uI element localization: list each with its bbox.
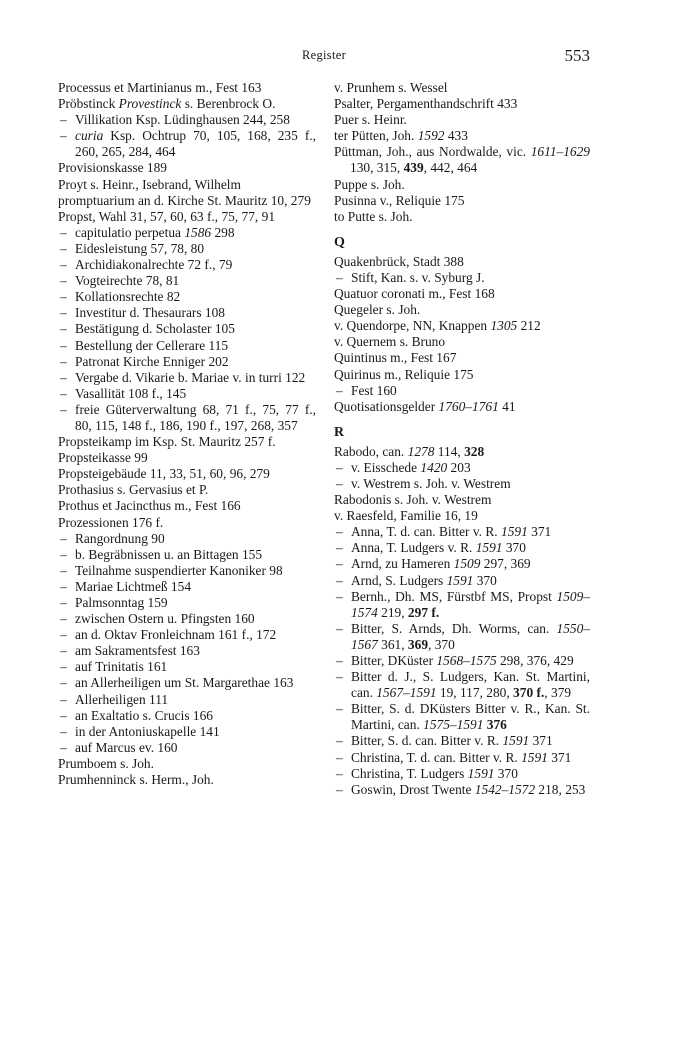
index-subentry — [334, 573, 590, 589]
index-column-right — [334, 80, 590, 798]
index-entry — [334, 128, 590, 144]
index-subentry — [58, 611, 316, 627]
index-entry — [58, 466, 316, 482]
italic-text: Provestinck — [118, 96, 182, 112]
entry-text: Prumhenninck s. Herm., Joh. — [58, 772, 214, 788]
entry-text: 371 — [529, 733, 553, 749]
entry-text: in der Antoniuskapelle 141 — [75, 723, 220, 739]
index-entry — [58, 209, 316, 225]
entry-text: 41 — [498, 398, 516, 414]
entry-text: Prumboem s. Joh. — [58, 755, 154, 771]
entry-text: 19, 117, 280, — [436, 685, 514, 701]
entry-text: Arnd, S. Ludgers — [351, 572, 447, 588]
bold-reference: 369 — [407, 636, 429, 652]
entry-text: ter Pütten, Joh. — [334, 128, 418, 144]
entry-text: Vogteirechte 78, 81 — [75, 273, 180, 289]
entry-text: Rabodonis s. Joh. v. Westrem — [334, 492, 492, 508]
entry-text: , 442, 464 — [423, 160, 478, 176]
index-subentry — [58, 225, 316, 241]
italic-text: curia — [75, 128, 104, 144]
index-entry — [334, 318, 590, 334]
entry-text: Christina, T. Ludgers — [351, 765, 468, 781]
index-entry — [58, 193, 316, 209]
index-entry — [58, 96, 316, 112]
entry-text: Goswin, Drost Twente — [351, 781, 475, 797]
index-subentry — [334, 669, 590, 701]
entry-text: Provisionskasse 189 — [58, 160, 167, 176]
entry-text: Kollationsrechte 82 — [75, 289, 181, 305]
entry-text: Bernh., Dh. MS, Fürstbf MS, Propst — [351, 588, 557, 604]
index-entry — [334, 177, 590, 193]
entry-text: Bitter, S. d. DKüsters Bitter v. R., Kan. St. Martini, can. — [351, 701, 590, 733]
index-entry — [58, 756, 316, 772]
index-subentry — [58, 289, 316, 305]
index-subentry — [334, 621, 590, 653]
italic-text: 1591 — [475, 540, 503, 556]
italic-text: 1568–1575 — [436, 653, 497, 668]
entry-text: freie Güterverwaltung 68, 71 f., 75, 77 f., 80, 115, 148 f., 186, 190 f., 197, 268, 357 — [75, 401, 316, 433]
italic-text: 1591 — [467, 765, 495, 781]
italic-text: 1591 — [502, 733, 530, 749]
entry-text: Bestätigung d. Scholaster 105 — [75, 321, 235, 337]
index-subentry — [58, 740, 316, 756]
entry-text: Puppe s. Joh. — [334, 176, 405, 192]
italic-text: 1591 — [446, 572, 474, 588]
entry-text: Investitur d. Thesaurars 108 — [75, 305, 225, 321]
index-subentry — [334, 383, 590, 399]
italic-text: 1278 — [407, 443, 435, 459]
entry-text: Quintinus m., Fest 167 — [334, 350, 457, 366]
italic-text: 1509 — [453, 556, 481, 572]
entry-text: v. Quendorpe, NN, Knappen — [334, 318, 491, 334]
entry-text: 361, — [377, 636, 408, 652]
entry-text: Vergabe d. Vikarie b. Mariae v. in turri 122 — [75, 369, 306, 385]
index-subentry — [334, 653, 590, 669]
entry-text: zwischen Ostern u. Pfingsten 160 — [75, 611, 255, 627]
index-subentry — [58, 659, 316, 675]
bold-reference: 328 — [464, 443, 485, 459]
index-entry — [334, 193, 590, 209]
entry-text: Bitter, DKüster — [351, 653, 437, 668]
index-subentry — [58, 241, 316, 257]
entry-text: 212 — [517, 318, 541, 334]
entry-text: 130, 315, — [350, 160, 404, 176]
index-subentry — [58, 128, 316, 160]
section-letter: R — [334, 424, 345, 440]
index-entry — [334, 492, 590, 508]
bold-reference: 370 f. — [513, 685, 545, 701]
index-subentry — [334, 524, 590, 540]
index-subentry — [334, 540, 590, 556]
entry-text: Allerheiligen 111 — [75, 691, 169, 707]
entry-text: Rabodo, can. — [334, 443, 408, 459]
entry-text: v. Raesfeld, Familie 16, 19 — [334, 508, 478, 524]
index-subentry — [58, 643, 316, 659]
entry-text: v. Prunhem s. Wessel — [334, 80, 448, 95]
entry-text: Propst, Wahl 31, 57, 60, 63 f., 75, 77, 91 — [58, 208, 276, 224]
entry-text: 370 — [473, 572, 497, 588]
index-entry — [58, 434, 316, 450]
entry-text: Prozessionen 176 f. — [58, 514, 164, 530]
entry-text: Proyt s. Heinr., Isebrand, Wilhelm — [58, 176, 241, 192]
bold-reference: 439 — [403, 160, 424, 176]
page-number: 553 — [564, 46, 590, 65]
entry-text: Eidesleistung 57, 78, 80 — [75, 240, 205, 256]
index-subentry — [334, 589, 590, 621]
entry-text: Anna, T. d. can. Bitter v. R. — [351, 524, 501, 540]
index-subentry — [58, 563, 316, 579]
entry-text: 297, 369 — [480, 556, 531, 572]
index-subentry — [334, 766, 590, 782]
entry-text: Püttman, Joh., aus Nordwalde, vic. — [334, 144, 531, 160]
entry-text: capitulatio perpetua — [75, 224, 185, 240]
index-entry — [334, 367, 590, 383]
index-subentry — [58, 354, 316, 370]
index-entry — [334, 209, 590, 225]
section-letter: Q — [334, 234, 345, 250]
bold-reference: 297 f. — [407, 604, 440, 620]
entry-text: 370 — [502, 540, 526, 556]
entry-text: promptuarium an d. Kirche St. Mauritz 10, 279 — [58, 192, 311, 208]
entry-text: Palmsonntag 159 — [75, 595, 168, 610]
index-entry — [58, 450, 316, 466]
index-subentry — [334, 750, 590, 766]
entry-text: Stift, Kan. s. v. Syburg J. — [351, 269, 485, 285]
entry-text: , 370 — [428, 636, 455, 652]
index-subentry — [58, 531, 316, 547]
index-subentry — [334, 270, 590, 286]
index-entry — [334, 334, 590, 350]
index-column-left — [58, 80, 316, 788]
entry-text: auf Marcus ev. 160 — [75, 739, 178, 755]
entry-text: Prothus et Jacincthus m., Fest 166 — [58, 498, 241, 514]
entry-text: Quirinus m., Reliquie 175 — [334, 366, 474, 382]
index-subentry — [58, 338, 316, 354]
entry-text: an Exaltatio s. Crucis 166 — [75, 707, 213, 723]
entry-text: Bestellung der Cellerare 115 — [75, 337, 229, 353]
italic-text: 1567–1591 — [376, 685, 437, 701]
index-subentry — [58, 595, 316, 611]
index-entry — [58, 160, 316, 176]
index-entry — [334, 96, 590, 112]
entry-text: Processus et Martinianus m., Fest 163 — [58, 80, 262, 95]
entry-text: 371 — [527, 524, 552, 540]
index-subentry — [58, 273, 316, 289]
italic-text: 1591 — [501, 524, 528, 540]
entry-text: 298 — [211, 224, 235, 240]
index-subentry — [58, 386, 316, 402]
entry-text: Christina, T. d. can. Bitter v. R. — [351, 749, 522, 765]
italic-text: 1592 — [417, 128, 445, 144]
index-subentry — [58, 692, 316, 708]
entry-text: Vasallität 108 f., 145 — [75, 385, 187, 401]
entry-text: Pusinna v., Reliquie 175 — [334, 192, 465, 208]
entry-text: Archidiakonalrechte 72 f., 79 — [75, 257, 233, 273]
entry-text: Quegeler s. Joh. — [334, 302, 421, 318]
entry-text: 371 — [547, 749, 572, 765]
index-subentry — [58, 305, 316, 321]
index-entry — [334, 112, 590, 128]
entry-text: Bitter d. J., S. Ludgers, Kan. St. Martini, can. — [351, 669, 590, 701]
index-entry — [58, 515, 316, 531]
index-entry — [334, 508, 590, 524]
entry-text: Bitter, S. Arnds, Dh. Worms, can. — [351, 620, 557, 636]
entry-text: 114, — [434, 443, 465, 459]
index-entry — [334, 144, 590, 176]
index-entry — [58, 482, 316, 498]
bold-reference: 376 — [486, 717, 507, 733]
index-entry — [334, 286, 590, 302]
index-subentry — [58, 321, 316, 337]
entry-text: Psalter, Pergamenthandschrift 433 — [334, 96, 518, 112]
entry-text: 219, — [377, 604, 408, 620]
entry-text: Propsteikasse 99 — [58, 450, 148, 466]
entry-text: , 379 — [544, 685, 572, 701]
index-entry — [334, 444, 590, 460]
entry-text: Quatuor coronati m., Fest 168 — [334, 286, 495, 302]
entry-text: Quakenbrück, Stadt 388 — [334, 253, 464, 269]
entry-text: an d. Oktav Fronleichnam 161 f., 172 — [75, 627, 277, 643]
index-subentry — [58, 112, 316, 128]
entry-text: Propsteigebäude 11, 33, 51, 60, 96, 279 — [58, 466, 270, 482]
index-entry — [334, 399, 590, 415]
entry-text: 433 — [444, 128, 468, 144]
entry-text: Prothasius s. Gervasius et P. — [58, 482, 209, 498]
index-subentry — [58, 579, 316, 595]
index-subentry — [58, 402, 316, 434]
entry-text: 298, 376, 429 — [496, 653, 574, 668]
entry-text: Villikation Ksp. Lüdinghausen 244, 258 — [75, 112, 290, 128]
running-title: Register — [301, 48, 347, 62]
entry-text: b. Begräbnissen u. an Bittagen 155 — [75, 546, 263, 562]
index-subentry — [58, 547, 316, 563]
entry-text: an Allerheiligen um St. Margarethae 163 — [75, 675, 294, 691]
index-subentry — [334, 556, 590, 572]
index-subentry — [334, 476, 590, 492]
entry-text: 218, 253 — [535, 781, 586, 797]
index-subentry — [334, 733, 590, 749]
italic-text: 1305 — [490, 318, 518, 334]
italic-text: 1760–1761 — [438, 398, 499, 414]
index-subentry — [334, 782, 590, 798]
italic-text: 1591 — [521, 749, 548, 765]
entry-text: 370 — [494, 765, 518, 781]
entry-text: Bitter, S. d. can. Bitter v. R. — [351, 733, 503, 749]
index-subentry — [58, 724, 316, 740]
italic-text: 1586 — [184, 224, 212, 240]
entry-text: v. Eisschede — [351, 459, 421, 475]
page-header — [58, 46, 590, 68]
index-entry — [334, 254, 590, 270]
italic-text: 1542–1572 — [474, 781, 536, 797]
entry-text: Anna, T. Ludgers v. R. — [351, 540, 476, 556]
entry-text: Teilnahme suspendierter Kanoniker 98 — [75, 562, 283, 578]
entry-text: to Putte s. Joh. — [334, 208, 413, 224]
entry-text: Pröbstinck — [58, 96, 119, 112]
italic-text: 1611–1629 — [530, 144, 590, 160]
index-entry — [334, 350, 590, 366]
index-entry — [58, 80, 316, 96]
index-entry — [58, 772, 316, 788]
italic-text: 1420 — [420, 459, 448, 475]
entry-text: v. Quernem s. Bruno — [334, 334, 446, 350]
italic-text: 1509–1574 — [351, 588, 590, 620]
index-subentry — [334, 460, 590, 476]
entry-text: Ksp. Ochtrup 70, 105, 168, 235 f., 260, 265, 284, 464 — [75, 128, 316, 160]
index-subentry — [334, 701, 590, 733]
italic-text: 1575–1591 — [423, 717, 484, 733]
entry-text: Arnd, zu Hameren — [351, 556, 454, 572]
index-subentry — [58, 627, 316, 643]
index-subentry — [58, 370, 316, 386]
entry-text: Rangordnung 90 — [75, 530, 165, 546]
index-entry — [334, 80, 590, 96]
entry-text: Quotisationsgelder — [334, 398, 439, 414]
index-entry — [334, 302, 590, 318]
entry-text: v. Westrem s. Joh. v. Westrem — [351, 475, 511, 491]
italic-text: 1550–1567 — [351, 620, 590, 652]
index-entry — [58, 498, 316, 514]
index-subentry — [58, 257, 316, 273]
index-subentry — [58, 675, 316, 691]
entry-text: s. Berenbrock O. — [181, 96, 276, 112]
entry-text: am Sakramentsfest 163 — [75, 643, 200, 659]
entry-text: Fest 160 — [351, 382, 397, 398]
index-entry — [58, 177, 316, 193]
index-subentry — [58, 708, 316, 724]
entry-text: Mariae Lichtmeß 154 — [75, 578, 192, 594]
entry-text: auf Trinitatis 161 — [75, 659, 168, 675]
entry-text: Propsteikamp im Ksp. St. Mauritz 257 f. — [58, 434, 276, 450]
entry-text: Puer s. Heinr. — [334, 112, 407, 128]
entry-text: 203 — [447, 459, 471, 475]
entry-text: Patronat Kirche Enniger 202 — [75, 353, 229, 369]
